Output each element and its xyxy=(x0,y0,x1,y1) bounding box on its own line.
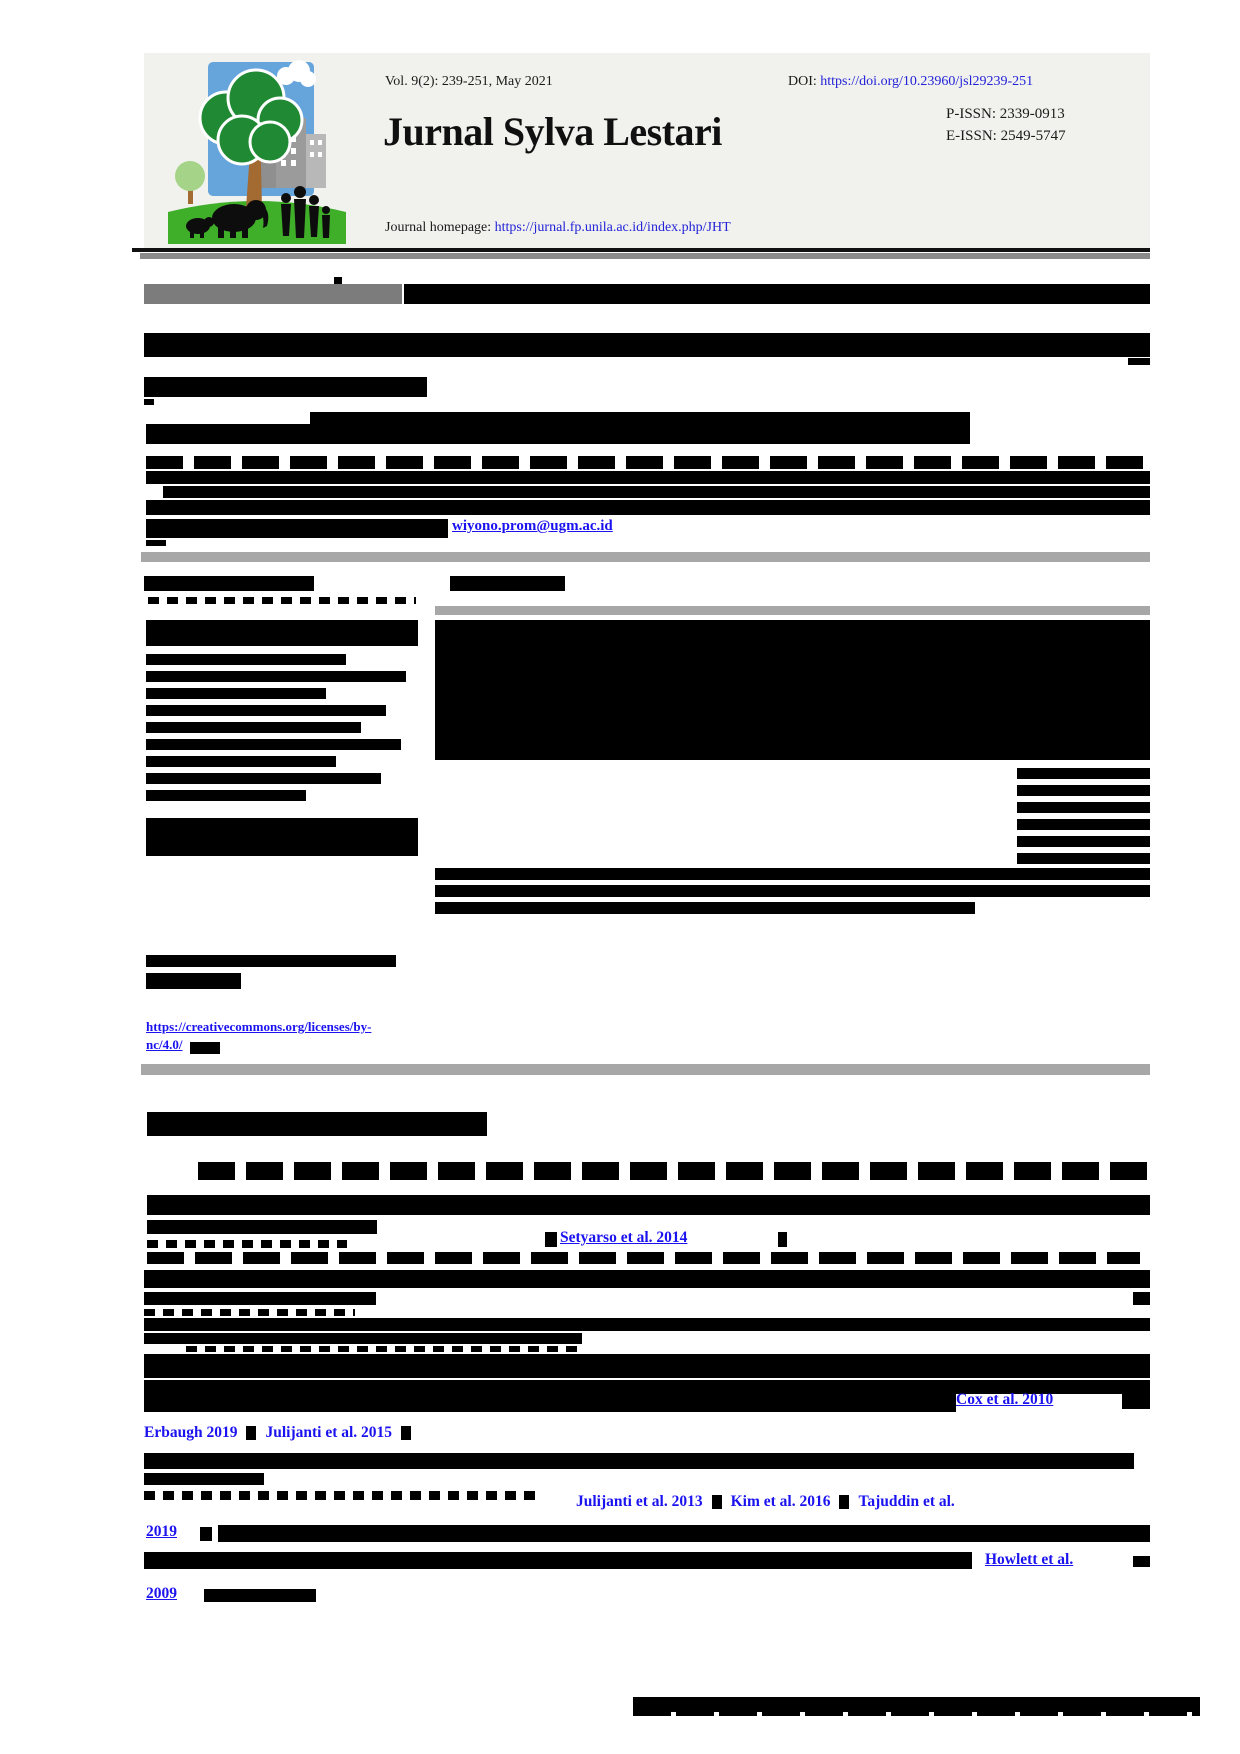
homepage-link[interactable]: https://jurnal.fp.unila.ac.id/index.php/JHT xyxy=(494,220,731,235)
redacted-email-bit xyxy=(146,540,166,546)
redacted-para-line-11 xyxy=(144,1392,956,1412)
redacted-para-line-5 xyxy=(144,1270,1150,1288)
license-link-line-1[interactable]: https://creativecommons.org/licenses/by- xyxy=(146,1019,372,1034)
redacted-subtitle-lower xyxy=(146,424,970,444)
redacted-para-dashes xyxy=(147,1240,347,1248)
redacted-license-note-1 xyxy=(146,955,396,967)
redacted-para-dashes-4 xyxy=(144,1491,540,1500)
journal-logo xyxy=(168,60,346,244)
redacted-keyword-2 xyxy=(146,671,406,682)
citation-cox-2010[interactable]: Cox et al. 2010 xyxy=(956,1391,1054,1408)
redacted-abstract-line-r4 xyxy=(1017,819,1150,830)
redacted-keyword-6 xyxy=(146,739,401,750)
citation-julijanti-2015[interactable]: Julijanti et al. 2015 xyxy=(265,1424,393,1441)
redacted-affiliation-line-2 xyxy=(163,486,1150,498)
redacted-abstract-line-r2 xyxy=(1017,785,1150,796)
homepage-label: Journal homepage: xyxy=(385,220,495,235)
redacted-title-line-1 xyxy=(144,333,1150,357)
redacted-para-line-16 xyxy=(204,1589,316,1602)
homepage-line xyxy=(385,220,731,236)
redacted-section-bar xyxy=(404,284,1150,304)
redacted-abstract-block xyxy=(435,620,1150,760)
redacted-author-line xyxy=(146,456,1150,469)
abstract-gray-rule xyxy=(435,606,1150,615)
journal-title: Jurnal Sylva Lestari xyxy=(383,109,722,154)
citation-erbaugh-2019[interactable]: Erbaugh 2019 xyxy=(144,1424,238,1441)
redacted-license-note-2 xyxy=(146,973,241,989)
redacted-info-heading xyxy=(144,576,314,591)
redacted-keyword-7 xyxy=(146,756,336,767)
redacted-keyword-3 xyxy=(146,688,326,699)
citation-julijanti-2013[interactable]: Julijanti et al. 2013 xyxy=(576,1493,703,1510)
header-border xyxy=(132,248,1150,252)
redacted-para-line-7 xyxy=(144,1292,376,1305)
redacted-para-line-8 xyxy=(144,1318,1150,1331)
bush xyxy=(175,161,205,204)
redacted-subtitle-upper xyxy=(310,412,970,424)
doi-label: DOI: xyxy=(788,74,821,89)
doi-link[interactable]: https://doi.org/10.23960/jsl29239-251 xyxy=(820,74,1034,89)
redacted-license-tail xyxy=(190,1042,220,1054)
redacted-abstract-end-3 xyxy=(435,902,975,914)
redacted-abstract-line-r5 xyxy=(1017,836,1150,847)
page-footer-bar xyxy=(633,1697,1200,1716)
redacted-info-dashes xyxy=(148,597,416,604)
redacted-para-edge-3 xyxy=(1133,1556,1150,1567)
redacted-citation-separator xyxy=(246,1426,256,1440)
redacted-section-heading xyxy=(147,1112,487,1136)
redacted-citation-separator xyxy=(712,1495,722,1509)
citation-setyarso-2014[interactable]: Setyarso et al. 2014 xyxy=(560,1229,688,1246)
citation-tajuddin[interactable]: Tajuddin et al. xyxy=(858,1493,955,1510)
redacted-para-line-15 xyxy=(144,1552,972,1569)
redacted-keyword-9 xyxy=(146,790,306,801)
header-divider-rule xyxy=(141,552,1150,562)
doi-line xyxy=(788,74,1033,90)
redacted-keyword-1 xyxy=(146,654,346,665)
article-type-badge xyxy=(144,284,402,304)
redacted-abstract-heading xyxy=(450,576,565,591)
redacted-keyword-5 xyxy=(146,722,361,733)
redacted-para-line-3 xyxy=(147,1220,377,1234)
redacted-para-dashes-3 xyxy=(186,1346,579,1352)
redacted-title-tail xyxy=(1128,358,1150,365)
redacted-keyword-8 xyxy=(146,773,381,784)
redacted-badge-notch xyxy=(334,277,342,284)
redacted-abstract-line-r6 xyxy=(1017,853,1150,864)
citation-line-julijanti xyxy=(576,1493,955,1511)
redacted-para-line-9 xyxy=(144,1333,582,1344)
redacted-para-edge-1 xyxy=(1133,1292,1150,1305)
redacted-title-bit xyxy=(144,399,154,405)
redacted-para-line-2 xyxy=(147,1195,1150,1215)
redacted-keyword-4 xyxy=(146,705,386,716)
redacted-keywords-block xyxy=(146,620,418,646)
redacted-email-label xyxy=(146,519,448,538)
p-issn: P-ISSN: 2339-0913 xyxy=(946,106,1065,122)
redacted-para-line-14 xyxy=(218,1525,1150,1542)
redacted-abstract-end-2 xyxy=(435,885,1150,897)
redacted-paren-close xyxy=(778,1232,787,1247)
issn-block xyxy=(946,104,1066,148)
header-border-shadow xyxy=(140,253,1150,259)
redacted-para-line-1 xyxy=(198,1162,1150,1180)
redacted-citation-separator xyxy=(839,1495,849,1509)
redacted-info-block xyxy=(146,818,418,856)
e-issn: E-ISSN: 2549-5747 xyxy=(946,127,1066,144)
citation-howlett[interactable]: Howlett et al. xyxy=(985,1551,1074,1568)
citation-line-erbaugh xyxy=(144,1424,411,1442)
citation-howlett-year[interactable]: 2009 xyxy=(146,1585,177,1602)
redacted-abstract-line-r3 xyxy=(1017,802,1150,813)
redacted-abstract-end-1 xyxy=(435,868,1150,880)
redacted-citation-separator xyxy=(401,1426,411,1440)
volume-issue-line: Vol. 9(2): 239-251, May 2021 xyxy=(385,74,553,89)
redacted-title-line-2 xyxy=(144,377,427,397)
citation-kim-2016[interactable]: Kim et al. 2016 xyxy=(730,1493,831,1510)
redacted-affiliation-line-1 xyxy=(146,471,1150,484)
license-link-line-2[interactable]: nc/4.0/ xyxy=(146,1037,183,1052)
citation-tajuddin-year[interactable]: 2019 xyxy=(146,1523,177,1540)
redacted-para-line-13 xyxy=(144,1473,264,1485)
abstract-bottom-rule xyxy=(141,1064,1150,1075)
redacted-affiliation-line-3 xyxy=(146,500,1150,515)
redacted-abstract-line-r1 xyxy=(1017,768,1150,779)
redacted-para-line-12 xyxy=(144,1453,1134,1469)
redacted-cite-sep-a xyxy=(200,1527,212,1541)
corresponding-author-email[interactable]: wiyono.prom@ugm.ac.id xyxy=(452,518,613,534)
redacted-para-line-4 xyxy=(147,1252,1140,1264)
redacted-para-edge-2 xyxy=(1122,1394,1150,1409)
redacted-para-dashes-2 xyxy=(144,1309,355,1316)
redacted-paren-open xyxy=(545,1232,557,1247)
redacted-para-block xyxy=(144,1354,1150,1378)
